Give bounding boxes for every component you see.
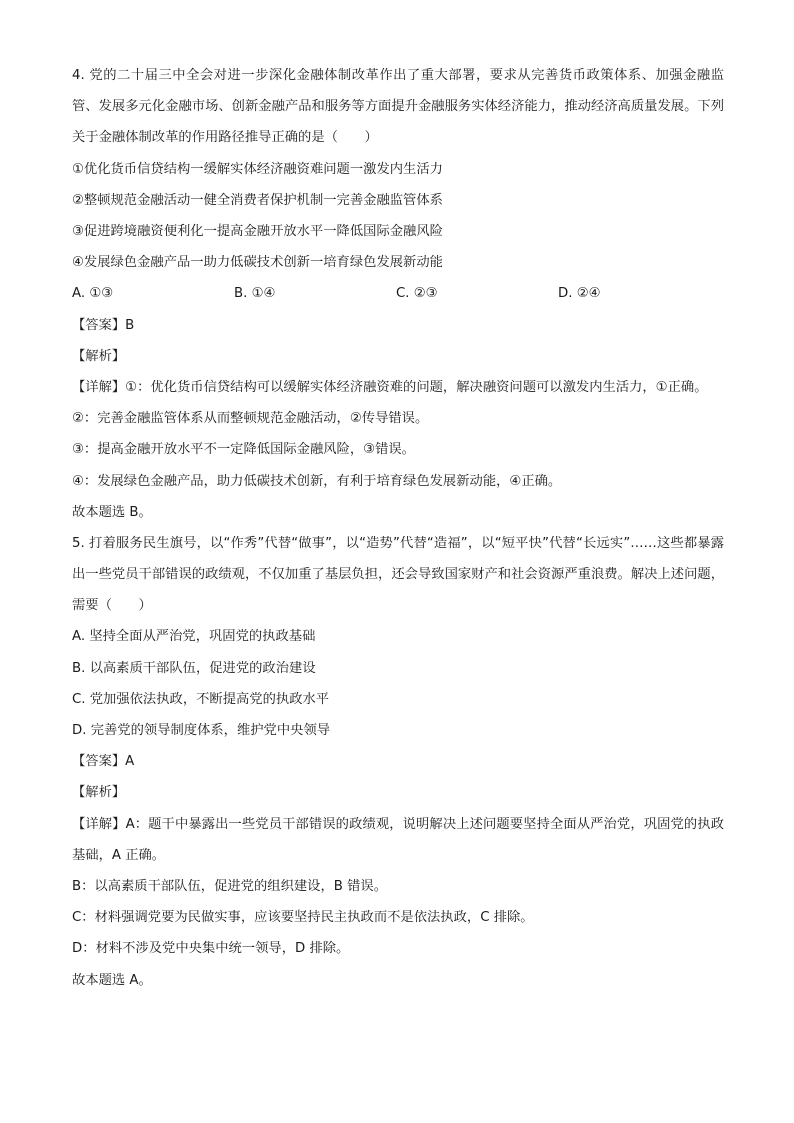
q5-stem: 5. 打着服务民生旗号，以“作秀”代替“做事”，以“造势”代替“造福”，以“短平快”代替“长远实”……这些都暴露出一些党员干部错误的政绩观，不仅加重了基层负担，还会导致国家财产和社会资源严重浪费。解决上述问题，需要（ ） xyxy=(72,535,724,614)
q4-item-4: ④发展绿色金融产品一助力低碳技术创新一培育绿色发展新动能 xyxy=(72,255,443,271)
q4-options xyxy=(72,278,724,309)
q5-conclusion: 故本题选 A。 xyxy=(72,972,152,988)
q4-analysis-label: 【解析】 xyxy=(72,348,126,364)
q5-option-c: C. 党加强依法执政，不断提高党的执政水平 xyxy=(72,691,330,707)
q5-analysis-label: 【解析】 xyxy=(72,785,126,801)
q5-option-d: D. 完善党的领导制度体系，维护党中央领导 xyxy=(72,723,331,739)
document-page xyxy=(72,60,724,996)
q5-answer: 【答案】A xyxy=(72,754,135,770)
q4-item-3: ③促进跨境融资便利化一提高金融开放水平一降低国际金融风险 xyxy=(72,223,443,239)
q4-detail: 【详解】①：优化货币信贷结构可以缓解实体经济融资难的问题，解决融资问题可以激发内生活力，①正确。 xyxy=(72,379,708,395)
q5-option-b: B. 以高素质干部队伍，促进党的政治建设 xyxy=(72,660,316,676)
q4-option-d: D. ②④ xyxy=(558,286,601,302)
q4-option-a: A. ①③ xyxy=(72,286,114,302)
q4-item-2: ②整顿规范金融活动一健全消费者保护机制一完善金融监管体系 xyxy=(72,192,443,208)
q4-detail-line-4: ④：发展绿色金融产品，助力低碳技术创新，有利于培育绿色发展新动能，④正确。 xyxy=(72,473,562,489)
q5-option-a: A. 坚持全面从严治党，巩固党的执政基础 xyxy=(72,629,316,645)
q4-detail-line-3: ③：提高金融开放水平不一定降低国际金融风险，③错误。 xyxy=(72,442,415,458)
q4-answer: 【答案】B xyxy=(72,317,135,333)
q4-option-b: B. ①④ xyxy=(234,286,276,302)
q4-option-c: C. ②③ xyxy=(396,286,438,302)
q4-conclusion: 故本题选 B。 xyxy=(72,504,152,520)
q5-detail-line-4: D：材料不涉及党中央集中统一领导，D 排除。 xyxy=(72,941,350,957)
q4-detail-line-2: ②：完善金融监管体系从而整顿规范金融活动，②传导错误。 xyxy=(72,411,429,427)
q5-detail-line-3: C：材料强调党要为民做实事，应该要坚持民主执政而不是依法执政，C 排除。 xyxy=(72,910,534,926)
q5-detail-line-2: B：以高素质干部队伍，促进党的组织建设，B 错误。 xyxy=(72,879,388,895)
q4-stem: 4. 党的二十届三中全会对进一步深化金融体制改革作出了重大部署，要求从完善货币政策体系、加强金融监管、发展多元化金融市场、创新金融产品和服务等方面提升金融服务实体经济能力，推动经济高质量发展。下列关于金融体制改革的作用路径推导正确的是（ ） xyxy=(72,68,724,146)
q5-detail: 【详解】A：题干中暴露出一些党员干部错误的政绩观，说明解决上述问题要坚持全面从严治党，巩固党的执政基础，A 正确。 xyxy=(72,816,724,863)
q4-item-1: ①优化货币信贷结构一缓解实体经济融资难问题一激发内生活力 xyxy=(72,161,443,177)
